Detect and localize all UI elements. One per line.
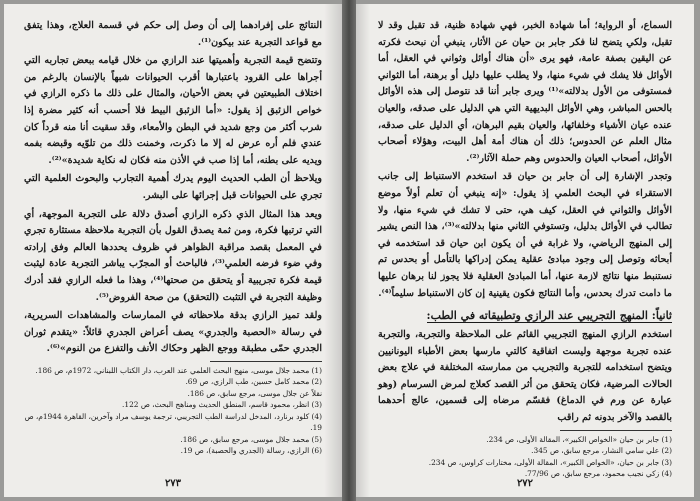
footnote: (2) محمد كامل حسين، طب الرازي، ص 69. <box>185 377 322 387</box>
book-gutter <box>342 0 356 501</box>
footnote: (4) زكي نجيب محمود، مرجع سابق، ص 77/96. <box>524 469 672 479</box>
right-paragraph: وتجدر الإشارة إلى أن جابر بن حيان قد استخدم الاستنباط إلى جانب الاستقراء في البحث العلمي إذ يقول: «إنه ينبغي أن تعلم أولاً موضع الأوائل والثواني في العقل، كيف هي، حتى لا تشك في شيء منها، ولا تطالب في الأوائل بدليل، وتستوفي الثاني منها بدلالته»⁽³⁾، هذا النص يشير إلى المنهج الرياضي، ولا غرابة في أن يكون ابن حيان قد استخدمه في أبحاثه وتوصل إلى وجود مبادئ عقلية يمكن إدراكها بالتأمل أو بحدس تم نستنبط منها نتائج لازمة عنها، أما المبادئ العقلية فلا يجوز لنا برهان عليها ما دامت تدرك بحدس، وأما النتائج فكون يقينية إن كان الاستنباط سليماً⁽⁴⁾. <box>378 171 672 299</box>
right-footnotes <box>378 434 672 480</box>
footnote-rule <box>210 361 322 362</box>
right-paragraph: استخدم الرازي المنهج التجريبي القائم على الملاحظة والتجربة، والتجربة عنده تجربة موجهة وليست اتفاقية كالتي مارسها بعض الأطباء اليونانيين ويتضح استخدامه للتجربة والتجريب من ممارسته المختلفة في علاج بعض الحالات المرضية، فكان يتحقق من أثر القصد كعلاج لمرض السرسام (وهو عبارة عن ورم في الدماغ) فقسّم مرضاه إلى قسمين، عالج أحدهما بالقصد والآخر بدونه ثم راقب <box>378 329 672 424</box>
footnote: (4) كلود برنارد، المدخل لدراسة الطب التجريبي، ترجمة يوسف مراد وآخرين، القاهرة 1944م، ص 19. <box>24 411 322 433</box>
page-right <box>356 4 694 497</box>
footnote: (6) الرازي، رسالة (الجدري والحصبة)، ص 19. <box>180 446 322 456</box>
left-footnotes <box>24 365 322 457</box>
left-paragraph: النتائج على إفرادهما إلى أن وصل إلى حكم في قسمة العلاج، وهذا يتفق مع قواعد التجربة عند بيكون⁽¹⁾. <box>24 20 322 48</box>
page-number-right: ٢٧٢ <box>516 478 534 489</box>
left-paragraph: ولقد تميز الرازي بدقة ملاحظاته في الممارسات والمشاهدات السريرية، في رسالة «الحصبة والجدري» يصف أعراض الجدري قائلاً: «يتقدم ثوران الجدري حمّى مطبقة ووجع الظهر وحكاك الأنف والتفزع من النوم»⁽⁶⁾. <box>24 310 322 355</box>
section-heading <box>378 307 672 325</box>
left-paragraph: وتتضح قيمة التجربة وأهميتها عند الرازي من خلال قيامه ببعض تجاربه التي أجراها على القرود باعتبارها أقرب الحيوانات شبهاً بالإنسان بالرغم من اختلاف الطبيعتين في بعض الأحيان، والمثال على ذلك ما ذكره الرازي في خواص الزئبق إذ يقول: «أما الزئبق البيط فلا أحسب أنه كثير مضرة إذا شرب أكثر من وجع شديد في البطن والأمعاء، وقد سقيت أنا منه قرداً كان عندي فلم أره عرض له إلا ما ذكرت، وخمنت ذلك من تلوّيه وقبضه بفمه ويديه على بطنه، أما إذا صب في الأذن منه فكان له نكاية شديدة»⁽²⁾. <box>24 55 322 166</box>
right-paragraph: السماع، أو الرواية؛ أما شهادة الخبر، فهي شهادة ظنية، قد تقبل وقد لا تقبل، ولكي يتضح لنا فكر جابر بن حيان عن الأثار، ينبغي أن نبحث فكرته عن اليقين بصفة عامة، فهو يرى «أن هناك أوائل وثواني في العقل، أما الأوائل فلا يشك في شيء منها، ولا يطلب عليها دليل أو برهنة، أما الثواني فمستوفى من الأول بدلالته»⁽¹⁾ ويرى جابر أننا قد نتوصل إلى هذه الأوائل بالحس المباشر، وهي الأوائل البديهية التي هي الدليل على صدقه، والعيان عنده عيان الأشياء وخلفائها، والعيان بقيم البرهان، أي الدليل على صدقه، مثال العلم عن الحدوس؛ ذلك أن هناك أمة أهل البيت، وهؤلاء أصحاب الأوائل، أصحاب العيان والحدوس وهم حملة الآثار⁽²⁾. <box>378 20 672 164</box>
footnote: (5) محمد جلال موسى، مرجع سابق، ص 186. <box>180 434 322 444</box>
footnote: (2) علي سامي النشار، مرجع سابق، ص 345. <box>531 446 672 456</box>
footnote: (3) جابر بن حيان، «الخواص الكبير»، المقالة الأولى، مختارات كراوس، ص 234. <box>428 457 672 467</box>
section-heading-text: ثانياً: المنهج التجريبي عند الرازي وتطبيقاته في الطب: <box>426 309 672 323</box>
left-paragraph: ويلاحظ أن الطب الحديث اليوم يدرك أهمية التجارب والبحوث العلمية التي تجري على الحيوانات قبل إجرائها على البشر. <box>24 173 322 201</box>
footnote: (3) انظر، محمود قاسم، المنطق الحديث ومناهج البحث، ص 122. <box>122 400 322 410</box>
footnote: نقلاً عن جلال موسى، مرجع سابق، ص 186. <box>187 388 322 398</box>
left-paragraph: ويعد هذا المثال الذي ذكره الرازي أصدق دلالة على التجربة الموجهة، أي التي ترتبها فكرة، ومن ثمة يصدق القول بأن التجربة ملاحظة مستثارة تجري في المعمل بقصد مراقبة الظواهر في ظروف يحددها العالم وفق إرادته وفي ضوء فرضه العلمي⁽³⁾، فالباحث أو المجرّب يباشر التجربة عادة ليثبت قيمة فكرة تجريبية أو يتحقق من صحتها⁽⁴⁾، وهذا ما فعله الرازي فقد أدرك وظيفة التجربة في التثبت (التحقق) من صحة الفروض⁽⁵⁾. <box>24 208 323 303</box>
page-left <box>4 4 342 497</box>
footnote: (1) محمد جلال موسى، منهج البحث العلمي عند العرب، دار الكتاب اللبناني، 1972م، ص 186. <box>35 365 322 375</box>
page-number-left: ٢٧٣ <box>164 478 182 489</box>
footnote-rule <box>560 430 672 431</box>
footnote: (1) جابر بن حيان «الخواص الكبير»، المقالة الأولى، ص 234. <box>486 434 672 444</box>
